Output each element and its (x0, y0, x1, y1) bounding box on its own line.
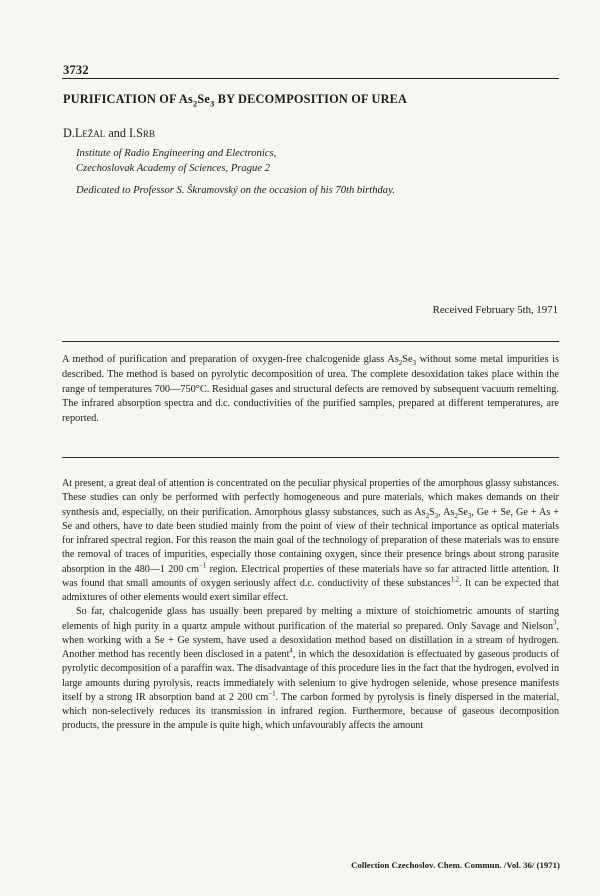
p1-sup-1: −1 (199, 562, 207, 570)
article-title (63, 92, 563, 107)
p1-text-7: . It can be expected that admixtures of other elements would exert similar effect. (62, 577, 559, 603)
p1-citation-1-2: 1,2 (450, 576, 460, 584)
dedication: Dedicated to Professor S. Škramovský on the occasion of his 70th birthday. (76, 185, 395, 196)
abstract-text-1: A method of purification and preparation of oxygen-free chalcogenide glass As (62, 354, 399, 365)
author-1-initial: D. (63, 126, 75, 140)
body-paragraph-1 (62, 477, 559, 605)
page-number: 3732 (63, 63, 89, 77)
title-mid: Se (197, 92, 211, 106)
author-1-name: Ležal (74, 126, 106, 140)
p2-text-2: , when working with a Se + Ge system, have used a desoxidation method based on distillation in a stream of hydrogen. Another method has recently been disclosed in a patent (62, 620, 559, 660)
p1-text-2: S (429, 506, 435, 518)
abstract-sub-1: 2 (398, 359, 403, 368)
received-date: Received February 5th, 1971 (432, 304, 558, 316)
p2-citation-3: 3 (553, 619, 557, 627)
title-suffix: BY DECOMPOSITION OF UREA (214, 92, 408, 106)
header-rule (62, 78, 559, 79)
article-body (62, 477, 559, 734)
p1-sub-1: 2 (425, 512, 430, 520)
p1-sub-3: 2 (454, 512, 458, 520)
abstract (62, 353, 559, 427)
p1-sub-2: 3 (434, 512, 439, 520)
p1-text-5: , Ge + Se, Ge + As + Se and others, have to date been studied mainly from the point of view of their technical importance as optical materials for infrared spectral region. For this reason the main goal of the technology of preparation of these materials was to ensure the removal of traces of impurities, especially those containing oxygen, since their presence brings about strong parasite absorption in the 480—1 200 cm (62, 506, 559, 575)
title-sub-2: 3 (210, 99, 215, 109)
p1-text-3: , As (438, 506, 455, 518)
p1-text-4: Se (457, 506, 468, 518)
affiliation-line-1: Institute of Radio Engineering and Electronics, (76, 148, 277, 159)
abstract-text-3: without some metal impurities is described. The method is based on pyrolytic decomposition of urea. The complete desoxidation takes place within the range of temperatures 700—750°C. Residual gases and structural defects are removed by subsequent vacuum remelting. The infrared absorption spectra and d.c. conductivities of the purified samples, prepared at different temperatures, are reported. (62, 354, 559, 425)
p1-sub-4: 3 (467, 512, 472, 520)
author-line (63, 126, 155, 141)
p2-text-3: , in which the desoxidation is effectuated by gaseous products of pyrolytic decomposition of a paraffin wax. The disadvantage of this procedure lies in the fact that the hydrogen, evolved in large amounts during pyrolysis, reacts immediately with selenium to give hydrogen selenide, whose presence manifests itself by a strong IR absorption band at 2 200 cm (62, 649, 559, 703)
abstract-sub-2: 3 (412, 359, 417, 368)
title-sub-1: 2 (193, 99, 198, 109)
abstract-rule-top (62, 341, 559, 342)
p2-sup-unit: −1 (268, 690, 276, 698)
p2-text-1: So far, chalcogenide glass has usually been prepared by melting a mixture of stoichiometric amounts of starting elements of high purity in a quartz ampule without purification of the material so prepared. Only Savage and Nielson (62, 606, 559, 632)
affiliation-line-2: Czechoslovak Academy of Sciences, Prague 2 (76, 163, 270, 174)
p1-text-6: region. Electrical properties of these materials have so far attracted little attention. It was found that small amounts of oxygen seriously affect d.c. conductivity of these substances (62, 563, 560, 589)
p2-text-4: . The carbon formed by pyrolysis is finely dispersed in the material, which non-selectively reduces its transmission in infrared region. Furthermore, because of gaseous decomposition products, the pressure in the ampule is quite high, which unfavourably affects the amount (62, 691, 559, 732)
author-2-initial: I. (129, 126, 137, 140)
title-prefix: PURIFICATION OF As (63, 92, 193, 106)
author-connector: and (105, 126, 129, 140)
journal-footer: Collection Czechoslov. Chem. Commun. /Vol. 36/ (1971) (351, 860, 560, 870)
abstract-text-2: Se (402, 354, 413, 365)
p2-citation-4: 4 (289, 647, 293, 655)
author-2-name: Srb (136, 126, 155, 140)
body-paragraph-2 (62, 605, 559, 733)
abstract-rule-bottom (62, 457, 559, 458)
p1-text-1: At present, a great deal of attention is concentrated on the peculiar physical properties of the amorphous glassy substances. These studies can only be performed with perfectly homogeneous and pure materials, which makes demands on their synthesis and, especially, on their purification. Amorphous glassy substances, such as As (62, 478, 559, 518)
